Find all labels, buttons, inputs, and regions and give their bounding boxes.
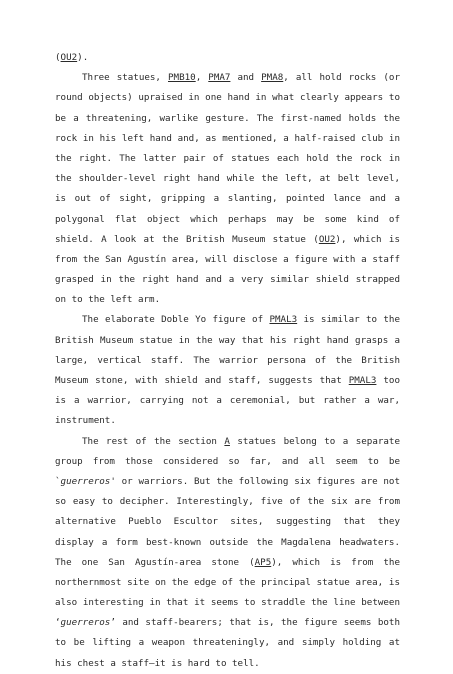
paragraph-three-statues: [55, 68, 400, 310]
paragraph-continuation: [55, 48, 400, 68]
text-run: (: [55, 52, 61, 63]
statue-reference: AP5: [254, 556, 272, 568]
statue-reference: PMAL3: [348, 375, 377, 386]
text-run: The elaborate Doble Yo figure of: [82, 314, 270, 326]
statue-reference: OU2: [60, 52, 78, 63]
text-run: and: [230, 72, 262, 84]
text-run: Three statues,: [82, 72, 169, 84]
italic-term: guerreros: [60, 475, 111, 487]
text-run: ), which is from the San Agustín area, will disclose a figure with a staff grasped in the right hand and a very similar shield strapped on to the left arm.: [55, 233, 400, 306]
text-run: , all hold rocks (or round objects) upraised in one hand in what clearly appears to be a threatening, warlike gesture. The first-named holds the rock in his left hand and, as mentioned, a half-raised club in the right. The latter pair of statues each hold the rock in the shoulder-level right hand while the left, at belt level, is out of sight, gripping a slanting, pointed lance and a polygonal flat object which perhaps may be some kind of shield. A look at the British Museum statue (: [55, 72, 400, 245]
paragraph-doble-yo: [55, 310, 400, 431]
statue-reference: PMB10: [168, 72, 196, 84]
paragraph-section-a: [55, 432, 400, 674]
statue-reference: PMA7: [208, 72, 231, 84]
statue-reference: PMA8: [261, 72, 284, 84]
text-run: ), which is from the northernmost site on the edge of the principal statue area, is also interesting in that it seems to straddle the line between ‘: [55, 556, 400, 629]
text-run: ,: [195, 72, 209, 84]
text-run: ’ and staff-bearers; that is, the figure seems both to be lifting a weapon threateningly, and simply holding at his chest a staff—it is hard to tell.: [55, 617, 400, 669]
statue-reference: OU2: [318, 233, 336, 245]
text-run: ' or warriors. But the following six figures are not so easy to decipher. Interestingly, five of the six are from alternative Pueblo Escultor sites, suggesting that they display a form best-known outside the Magdalena headwaters. The one San Agustín-area stone (: [55, 475, 400, 568]
section-reference: A: [224, 435, 230, 447]
statue-reference: PMAL3: [269, 314, 298, 326]
text-run: statues belong to a separate group from those considered so far, and all seem to be `: [55, 435, 400, 487]
body-text: [55, 48, 400, 674]
text-run: ).: [77, 52, 89, 63]
text-run: is similar to the British Museum statue in the way that his right hand grasps a large, vertical staff. The warrior persona of the British Museum stone, with shield and staff, suggests that: [55, 314, 400, 386]
text-run: The rest of the section: [82, 435, 225, 447]
italic-term: guerreros: [60, 617, 111, 629]
text-run: too is a warrior, carrying not a ceremonial, but rather a war, instrument.: [55, 375, 400, 427]
